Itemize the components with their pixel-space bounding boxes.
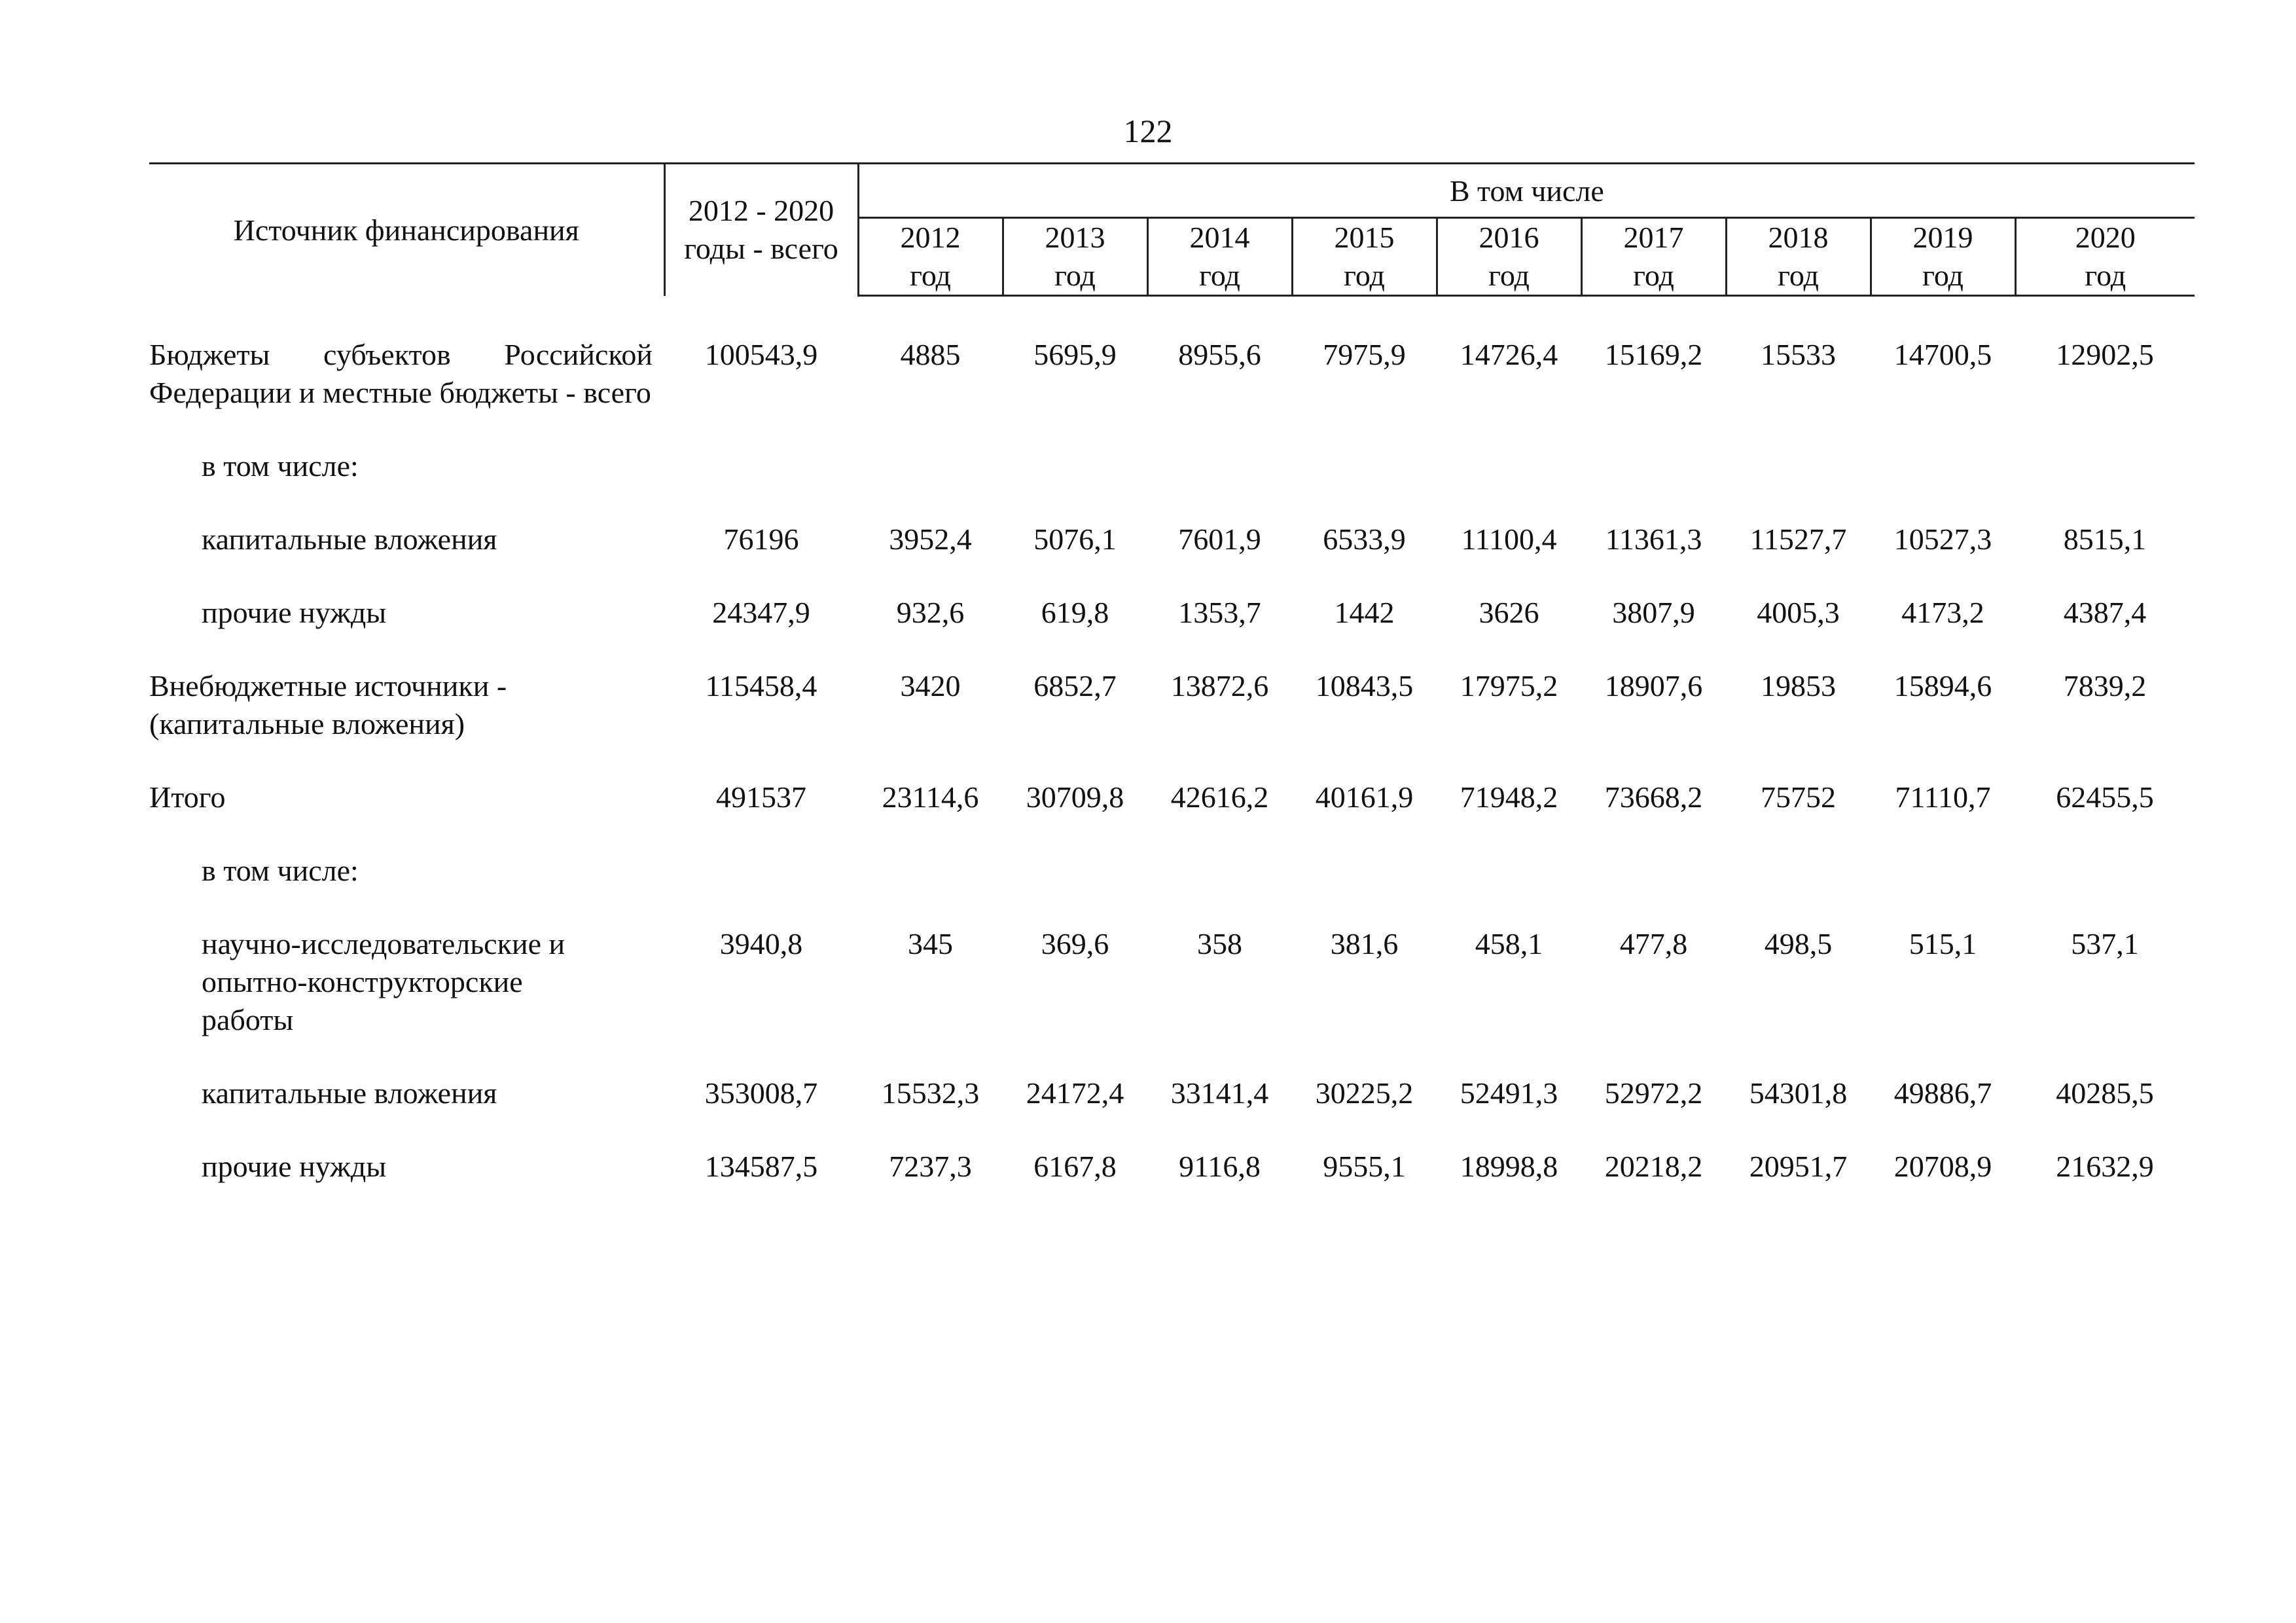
table-row-other-needs-2: [149, 1148, 2195, 1221]
header-year-2014: [1147, 218, 1292, 296]
cell-2012: 3952,4: [889, 522, 972, 556]
year-label: 2015: [1334, 221, 1395, 254]
header-year-2018: [1726, 218, 1871, 296]
table-row-regional-budgets: [149, 336, 2195, 447]
cell-2015: 7975,9: [1323, 338, 1406, 371]
table-row-rnd: [149, 925, 2195, 1074]
row-label: в том числе:: [202, 449, 359, 483]
cell-2014: 8955,6: [1178, 338, 1261, 371]
cell-2017: 73668,2: [1604, 780, 1703, 814]
header-year-2017: [1581, 218, 1726, 296]
year-unit: год: [1488, 259, 1530, 292]
row-label: Внебюджетные источники - (капитальные вложения): [149, 669, 507, 740]
header-year-2019: [1871, 218, 2015, 296]
cell-2020: 12902,5: [2056, 338, 2154, 371]
cell-2019: 15894,6: [1893, 669, 1992, 702]
cell-2020: 4387,4: [2063, 596, 2147, 629]
table-row-including-2: [149, 852, 2195, 925]
cell-2015: 30225,2: [1315, 1076, 1414, 1110]
year-label: 2019: [1912, 221, 1973, 254]
cell-2017: 11361,3: [1605, 522, 1702, 556]
cell-2013: 5695,9: [1033, 338, 1117, 371]
cell-2015: 9555,1: [1323, 1150, 1406, 1183]
table-row-including-1: [149, 447, 2195, 520]
year-unit: год: [910, 259, 951, 292]
cell-2014: 33141,4: [1170, 1076, 1269, 1110]
cell-2019: 49886,7: [1893, 1076, 1992, 1110]
row-total: 3940,8: [719, 927, 803, 960]
cell-2013: 5076,1: [1033, 522, 1117, 556]
row-total: 76196: [723, 522, 799, 556]
table-row-capital-investments-1: [149, 520, 2195, 594]
row-label: капитальные вложения: [202, 1076, 497, 1110]
row-total: 24347,9: [712, 596, 810, 629]
cell-2019: 14700,5: [1893, 338, 1992, 371]
row-total: 115458,4: [705, 669, 817, 702]
cell-2020: 21632,9: [2056, 1150, 2154, 1183]
cell-2016: 17975,2: [1460, 669, 1558, 702]
year-unit: год: [1344, 259, 1385, 292]
year-label: 2016: [1479, 221, 1539, 254]
cell-2018: 15533: [1761, 338, 1836, 371]
header-total-line1: 2012 - 2020: [688, 194, 834, 228]
cell-2013: 6167,8: [1033, 1150, 1117, 1183]
cell-2018: 19853: [1761, 669, 1836, 702]
row-label: в том числе:: [202, 854, 359, 887]
cell-2014: 9116,8: [1179, 1150, 1261, 1183]
cell-2013: 619,8: [1041, 596, 1109, 629]
cell-2020: 7839,2: [2063, 669, 2147, 702]
year-unit: год: [1199, 259, 1240, 292]
row-label: прочие нужды: [202, 1150, 387, 1183]
cell-2012: 7237,3: [889, 1150, 972, 1183]
cell-2013: 369,6: [1041, 927, 1109, 960]
cell-2013: 30709,8: [1026, 780, 1124, 814]
cell-2016: 71948,2: [1460, 780, 1558, 814]
cell-2012: 932,6: [896, 596, 965, 629]
cell-2016: 11100,4: [1461, 522, 1557, 556]
cell-2018: 11527,7: [1749, 522, 1847, 556]
cell-2012: 23114,6: [882, 780, 979, 814]
header-year-2016: [1437, 218, 1581, 296]
financing-table: [149, 162, 2195, 1221]
cell-2020: 537,1: [2071, 927, 2139, 960]
cell-2014: 1353,7: [1178, 596, 1261, 629]
cell-2017: 52972,2: [1604, 1076, 1703, 1110]
row-label: капитальные вложения: [202, 522, 497, 556]
cell-2012: 4885: [900, 338, 961, 371]
cell-2018: 4005,3: [1757, 596, 1840, 629]
row-label: Бюджеты субъектов Российской Федерации и местные бюджеты - всего: [149, 338, 653, 409]
header-total: [664, 164, 858, 296]
cell-2012: 345: [908, 927, 953, 960]
cell-2017: 18907,6: [1604, 669, 1703, 702]
row-total: 491537: [716, 780, 806, 814]
cell-2016: 3626: [1479, 596, 1539, 629]
header-total-line2: годы - всего: [684, 232, 838, 266]
cell-2014: 13872,6: [1170, 669, 1269, 702]
cell-2019: 4173,2: [1901, 596, 1984, 629]
row-total: 134587,5: [704, 1150, 818, 1183]
year-label: 2018: [1768, 221, 1829, 254]
cell-2016: 18998,8: [1460, 1150, 1558, 1183]
year-unit: год: [2085, 259, 2126, 292]
cell-2019: 20708,9: [1893, 1150, 1992, 1183]
row-empty: [664, 852, 2195, 925]
header-year-2012: [858, 218, 1003, 296]
cell-2018: 54301,8: [1749, 1076, 1848, 1110]
cell-2012: 3420: [900, 669, 961, 702]
table-row-other-needs-1: [149, 594, 2195, 667]
year-label: 2017: [1623, 221, 1684, 254]
header-source: [149, 164, 664, 296]
cell-2020: 62455,5: [2056, 780, 2154, 814]
cell-2017: 477,8: [1619, 927, 1688, 960]
header-year-2015: [1292, 218, 1437, 296]
cell-2014: 42616,2: [1170, 780, 1269, 814]
cell-2019: 10527,3: [1893, 522, 1992, 556]
year-unit: год: [1922, 259, 1964, 292]
header-year-2020: [2015, 218, 2195, 296]
cell-2017: 3807,9: [1612, 596, 1695, 629]
year-label: 2014: [1189, 221, 1250, 254]
cell-2017: 20218,2: [1604, 1150, 1703, 1183]
row-empty: [664, 447, 2195, 520]
row-label: прочие нужды: [202, 596, 387, 629]
row-total: 100543,9: [704, 338, 818, 371]
year-unit: год: [1054, 259, 1096, 292]
cell-2019: 515,1: [1909, 927, 1977, 960]
cell-2018: 498,5: [1764, 927, 1833, 960]
cell-2020: 40285,5: [2056, 1076, 2154, 1110]
cell-2012: 15532,3: [881, 1076, 980, 1110]
row-label: научно-исследовательские и опытно-конструкторские работы: [202, 927, 565, 1036]
year-unit: год: [1778, 259, 1819, 292]
table-row-capital-investments-2: [149, 1074, 2195, 1148]
table-row-extrabudgetary: [149, 667, 2195, 778]
row-total: 353008,7: [704, 1076, 818, 1110]
cell-2013: 6852,7: [1033, 669, 1117, 702]
cell-2016: 52491,3: [1460, 1076, 1558, 1110]
cell-2018: 20951,7: [1749, 1150, 1848, 1183]
cell-2016: 14726,4: [1460, 338, 1558, 371]
cell-2013: 24172,4: [1026, 1076, 1124, 1110]
cell-2018: 75752: [1761, 780, 1836, 814]
header-gap: [149, 296, 2195, 337]
year-label: 2013: [1045, 221, 1105, 254]
cell-2015: 6533,9: [1323, 522, 1406, 556]
table-row-total: [149, 778, 2195, 852]
header-year-2013: [1003, 218, 1147, 296]
header-source-label: Источник финансирования: [233, 213, 579, 247]
cell-2015: 10843,5: [1315, 669, 1414, 702]
cell-2017: 15169,2: [1604, 338, 1703, 371]
year-label: 2012: [900, 221, 961, 254]
cell-2015: 1442: [1334, 596, 1395, 629]
cell-2019: 71110,7: [1895, 780, 1991, 814]
header-including: В том числе: [858, 164, 2195, 218]
page-number: 122: [1123, 113, 1173, 149]
year-label: 2020: [2075, 221, 2136, 254]
cell-2016: 458,1: [1475, 927, 1543, 960]
cell-2015: 40161,9: [1315, 780, 1414, 814]
cell-2014: 358: [1197, 927, 1242, 960]
cell-2014: 7601,9: [1178, 522, 1261, 556]
row-label: Итого: [149, 780, 226, 814]
cell-2015: 381,6: [1330, 927, 1399, 960]
year-unit: год: [1633, 259, 1674, 292]
cell-2020: 8515,1: [2063, 522, 2147, 556]
